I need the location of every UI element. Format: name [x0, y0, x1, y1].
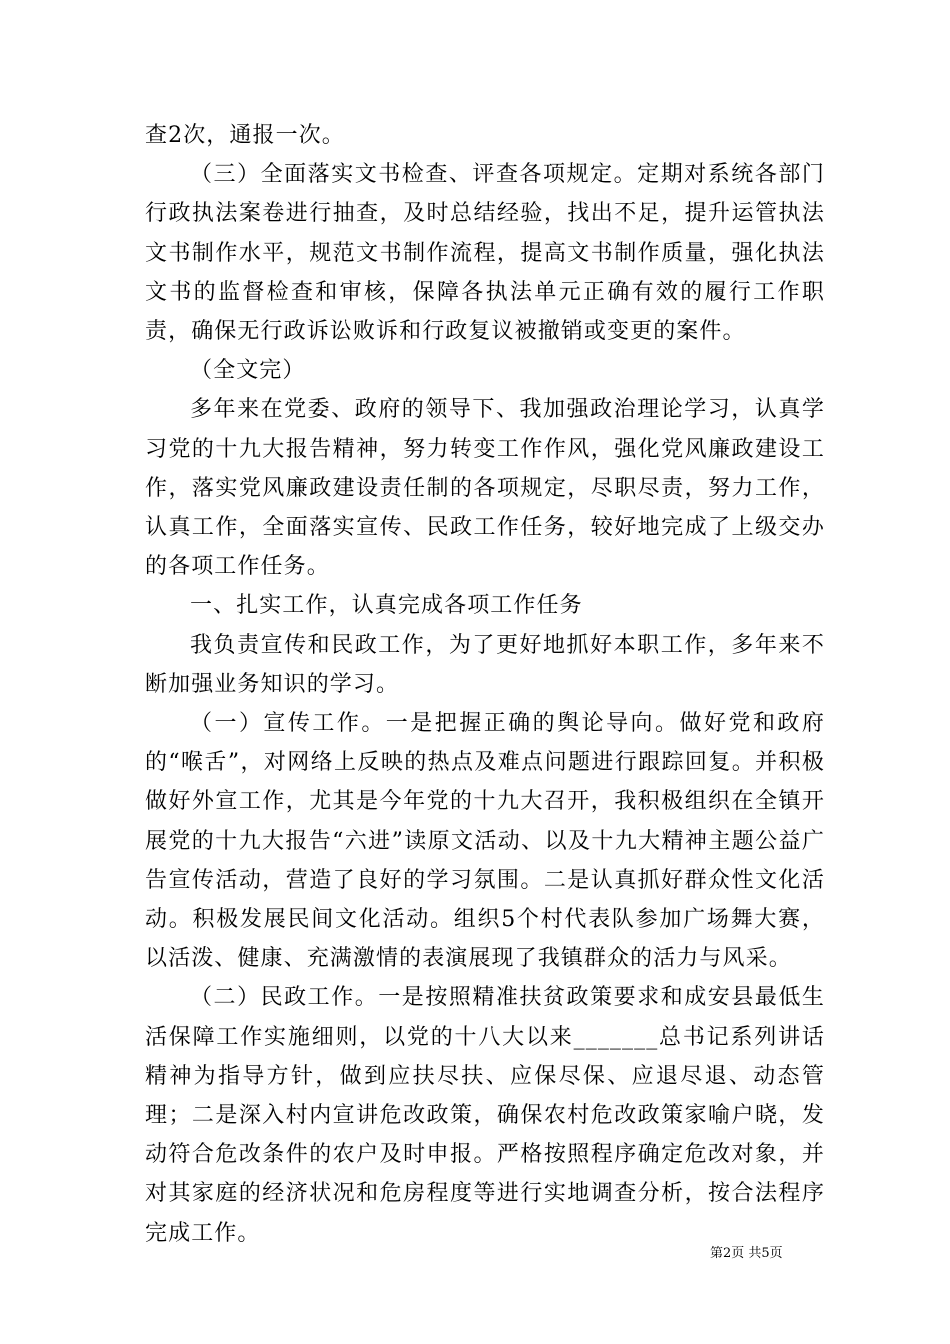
paragraph-section-three: （三）全面落实文书检查、评查各项规定。定期对系统各部门行政执法案卷进行抽查，及时总结经验，找出不足，提升运管执法文书制作水平，规范文书制作流程，提高文书制作质量，强化执法文书的监督检查和审核，保障各执法单元正确有效的履行工作职责，确保无行政诉讼败诉和行政复议被撤销或变更的案件。: [145, 162, 825, 345]
paragraph-civil-affairs-work: （二）民政工作。一是按照精准扶贫政策要求和成安县最低生活保障工作实施细则，以党的十八大以来_______总书记系列讲话精神为指导方针，做到应扶尽扶、应保尽保、应退尽退、动态管理；二是深入村内宣讲危改政策，确保农村危改政策家喻户晓，发动符合危改条件的农户及时申报。严格按照程序确定危改对象，并对其家庭的经济状况和危房程度等进行实地调查分析，按合法程序完成工作。: [145, 985, 825, 1246]
paragraph-continuation: 查2次，通报一次。: [145, 123, 345, 148]
section-heading: 一、扎实工作，认真完成各项工作任务: [190, 593, 583, 619]
paragraph-responsibility: 我负责宣传和民政工作，为了更好地抓好本职工作，多年来不断加强业务知识的学习。: [145, 632, 825, 697]
paragraph-publicity-work: （一）宣传工作。一是把握正确的舆论导向。做好党和政府的“喉舌”，对网络上反映的热点及难点问题进行跟踪回复。并积极做好外宣工作，尤其是今年党的十九大召开，我积极组织在全镇开展党的十九大报告“六进”读原文活动、以及十九大精神主题公益广告宣传活动，营造了良好的学习氛围。二是认真抓好群众性文化活动。积极发展民间文化活动。组织5个村代表队参加广场舞大赛，以活泼、健康、充满激情的表演展现了我镇群众的活力与风采。: [145, 711, 825, 972]
document-body: [145, 116, 825, 1253]
paragraph-intro: 多年来在党委、政府的领导下、我加强政治理论学习，认真学习党的十九大报告精神，努力转变工作作风，强化党风廉政建设工作，落实党风廉政建设责任制的各项规定，尽职尽责，努力工作，认真工作，全面落实宣传、民政工作任务，较好地完成了上级交办的各项工作任务。: [145, 397, 825, 580]
paragraph-end-marker: （全文完）: [190, 358, 306, 384]
page-number-footer: 第2页 共5页: [710, 1246, 783, 1261]
